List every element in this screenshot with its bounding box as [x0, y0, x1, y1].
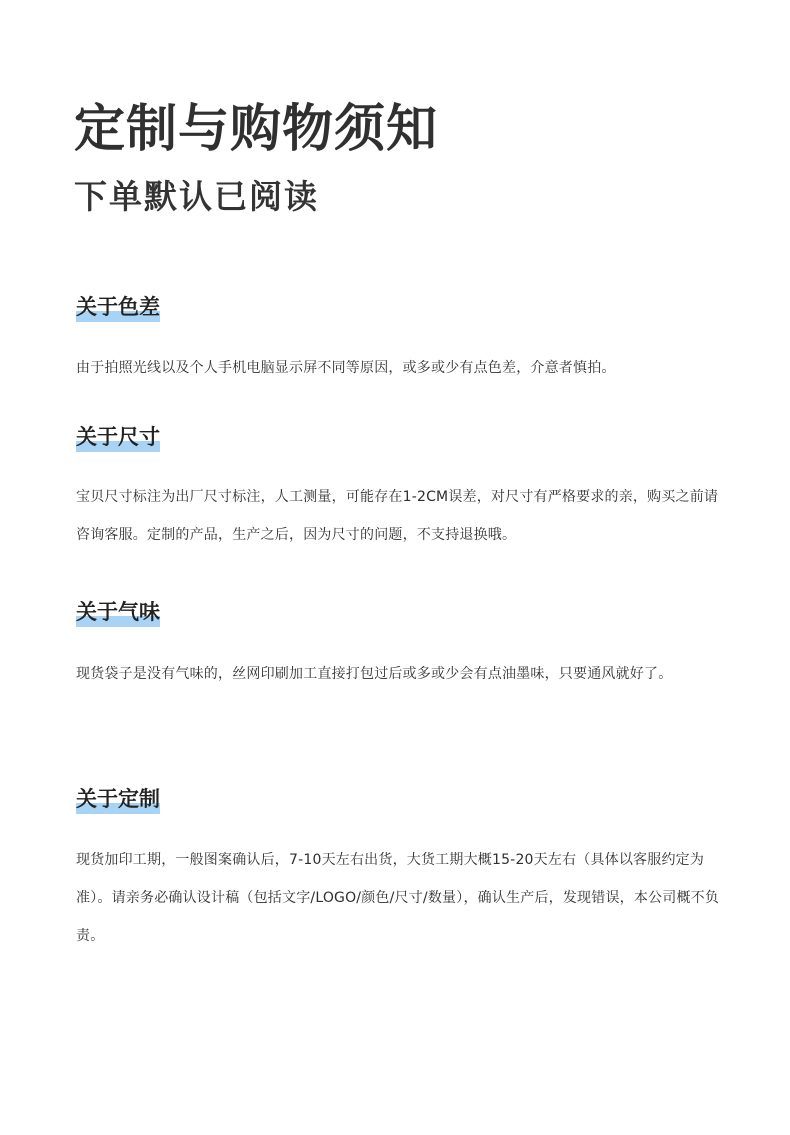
- section-odor: [76, 597, 726, 693]
- page-title: 定制与购物须知: [74, 100, 439, 159]
- section-customization: [76, 784, 726, 955]
- section-heading-text: 关于尺寸: [76, 425, 160, 449]
- section-heading-text: 关于定制: [76, 787, 160, 811]
- section-body: 现货加印工期，一般图案确认后，7-10天左右出货，大货工期大概15-20天左右（具体以客服约定为准）。请亲务必确认设计稿（包括文字/LOGO/颜色/尺寸/数量），确认生产后，发现错误，本公司概不负责。: [76, 852, 720, 944]
- section-color-difference: [76, 292, 726, 387]
- section-body: 现货袋子是没有气味的，丝网印刷加工直接打包过后或多或少会有点油墨味，只要通风就好了。: [76, 666, 673, 682]
- section-heading-text: 关于色差: [76, 295, 160, 319]
- section-heading: [76, 422, 160, 452]
- page-subtitle: 下单默认已阅读: [74, 177, 319, 216]
- section-heading: [76, 784, 160, 814]
- section-body: 由于拍照光线以及个人手机电脑显示屏不同等原因，或多或少有点色差，介意者慎拍。: [76, 360, 616, 376]
- section-heading: [76, 597, 160, 627]
- section-heading: [76, 292, 160, 322]
- section-body: 宝贝尺寸标注为出厂尺寸标注，人工测量，可能存在1-2CM误差，对尺寸有严格要求的亲，购买之前请咨询客服。定制的产品，生产之后，因为尺寸的问题，不支持退换哦。: [76, 489, 719, 543]
- section-size: [76, 422, 726, 554]
- section-heading-text: 关于气味: [76, 600, 160, 624]
